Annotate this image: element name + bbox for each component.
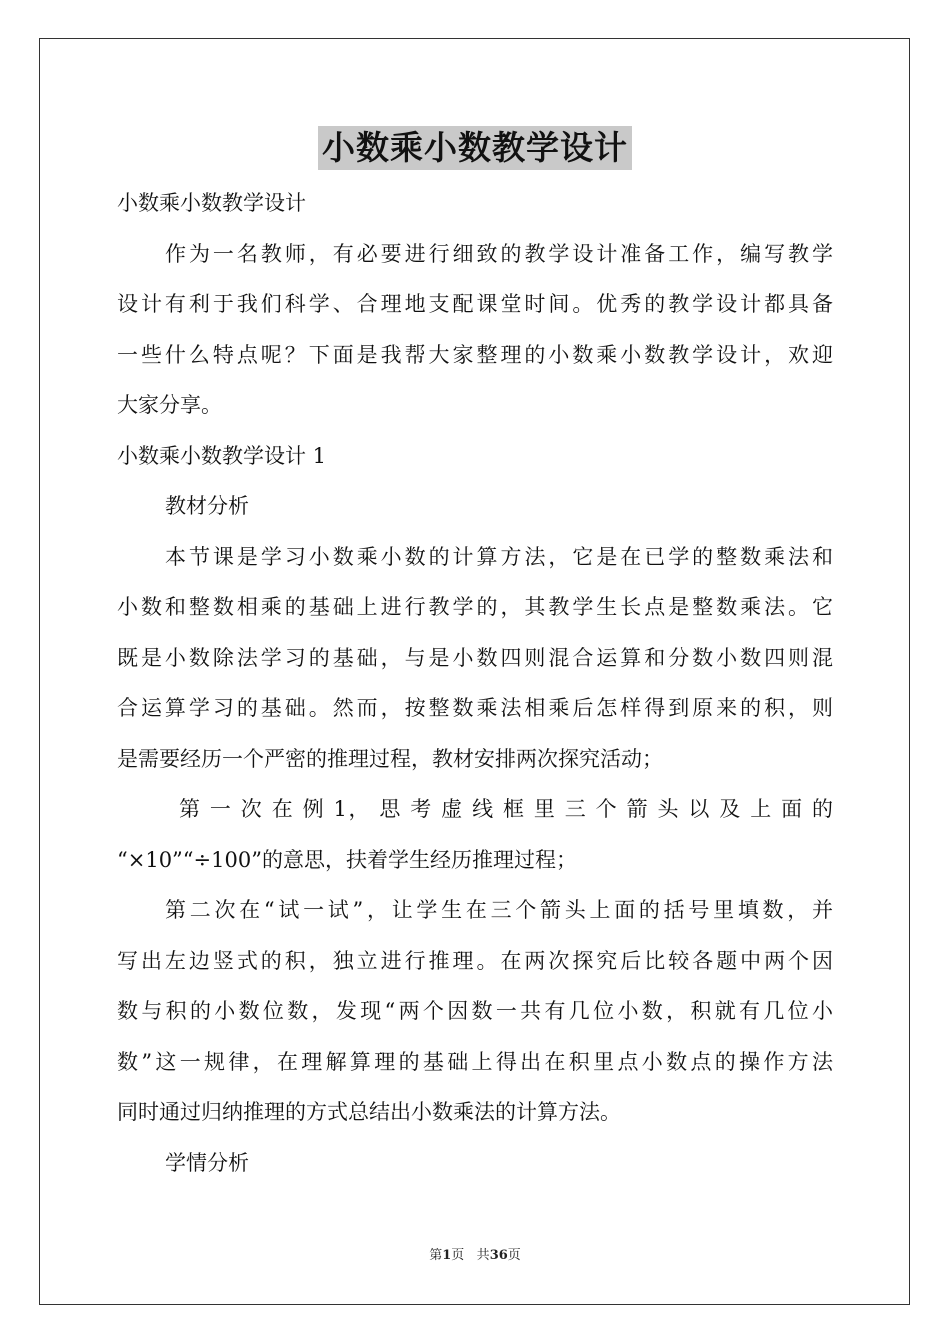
paragraph-line: 合运算学习的基础。然而，按整数乘法相乘后怎样得到原来的积，则 bbox=[117, 696, 833, 720]
paragraph-line: “×10”“÷100”的意思，扶着学生经历推理过程； bbox=[117, 847, 577, 872]
paragraph-line: 大家分享。 bbox=[117, 393, 222, 417]
paragraph-line: 数与积的小数位数，发现“两个因数一共有几位小数，积就有几位小 bbox=[117, 999, 833, 1023]
section-heading: 小数乘小数教学设计 1 bbox=[117, 443, 327, 468]
paragraph-line: 同时通过归纳推理的方式总结出小数乘法的计算方法。 bbox=[117, 1100, 621, 1124]
paragraph-line: 数”这一规律，在理解算理的基础上得出在积里点小数点的操作方法 bbox=[117, 1049, 833, 1074]
footer-total-pages: 36 bbox=[489, 1248, 508, 1263]
paragraph-line: 写出左边竖式的积，独立进行推理。在两次探究后比较各题中两个因 bbox=[117, 948, 833, 973]
footer-page-number: 1 bbox=[442, 1248, 452, 1263]
subsection-heading: 学情分析 bbox=[165, 1150, 249, 1175]
title-container bbox=[0, 126, 950, 170]
paragraph-line: 是需要经历一个严密的推理过程，教材安排两次探究活动； bbox=[117, 746, 663, 771]
paragraph-line: 小数和整数相乘的基础上进行教学的，其教学生长点是整数乘法。它 bbox=[117, 595, 833, 619]
paragraph-line: 第 一 次 在 例 1， 思 考 虚 线 框 里 三 个 箭 头 以 及 上 面 的 bbox=[179, 797, 833, 821]
section-heading: 小数乘小数教学设计 bbox=[117, 191, 306, 215]
paragraph-line: 第二次在“试一试”，让学生在三个箭头上面的括号里填数，并 bbox=[165, 898, 833, 922]
footer-prefix: 第 bbox=[429, 1248, 443, 1263]
paragraph-line: 一些什么特点呢？下面是我帮大家整理的小数乘小数教学设计，欢迎 bbox=[117, 342, 833, 367]
paragraph-line: 作为一名教师，有必要进行细致的教学设计准备工作，编写教学 bbox=[165, 241, 833, 266]
document-title: 小数乘小数教学设计 bbox=[318, 126, 632, 170]
paragraph-line: 设计有利于我们科学、合理地支配课堂时间。优秀的教学设计都具备 bbox=[117, 292, 833, 316]
footer-total-unit: 页 bbox=[507, 1248, 521, 1263]
paragraph-line: 本节课是学习小数乘小数的计算方法，它是在已学的整数乘法和 bbox=[165, 544, 833, 569]
paragraph-line: 既是小数除法学习的基础，与是小数四则混合运算和分数小数四则混 bbox=[117, 645, 833, 670]
footer-page-unit: 页 bbox=[451, 1248, 465, 1263]
subsection-heading: 教材分析 bbox=[165, 494, 249, 518]
page-footer bbox=[0, 1244, 950, 1263]
footer-total-prefix: 共 bbox=[476, 1248, 490, 1263]
document-body bbox=[117, 178, 833, 1188]
